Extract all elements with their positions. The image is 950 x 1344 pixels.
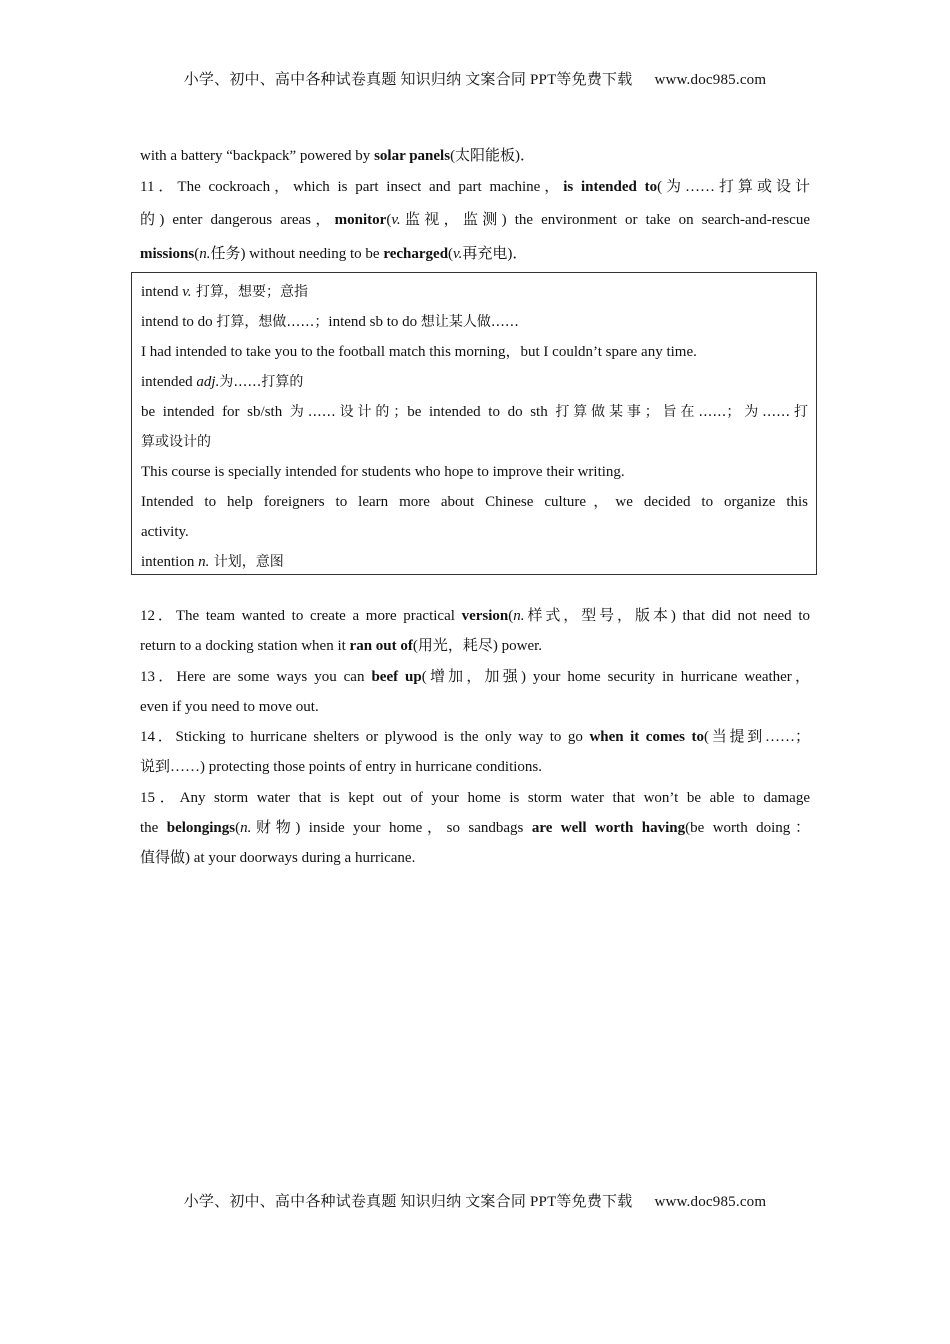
text: (太阳能板)．	[450, 148, 536, 164]
pos: adj.	[196, 374, 220, 390]
text: intend to do	[141, 314, 217, 330]
footer-text: 小学、初中、高中各种试卷真题 知识归纳 文案合同 PPT等免费下载	[183, 1194, 633, 1210]
box-row-intend-to-do	[141, 307, 808, 337]
text: with a battery “backpack” powered by	[140, 148, 375, 164]
header-text: 小学、初中、高中各种试卷真题 知识归纳 文案合同 PPT等免费下载	[183, 72, 633, 88]
text: be intended to do sth	[407, 404, 556, 420]
keyword: are well worth having	[531, 820, 686, 837]
text: 12．The team wanted to create a more practical	[140, 608, 462, 624]
pos: v.	[453, 246, 463, 262]
text: (当提到……；	[703, 729, 810, 746]
text: 13．Here are some ways you can	[140, 668, 372, 685]
text: 监视，监测) the environment or take on search-and-rescue	[400, 212, 810, 228]
item-15-line3: 值得做) at your doorways during a hurricane.	[140, 850, 416, 867]
item-14-line2: 说到……) protecting those points of entry in hurricane conditions.	[140, 759, 543, 776]
text: 样式，型号，版本) that did not need to	[524, 608, 810, 624]
item-13-line1	[140, 662, 810, 692]
page-header	[0, 68, 950, 89]
text: (增加，加强) your home security in hurricane weather，	[421, 668, 811, 685]
text: 再充电)．	[462, 246, 528, 262]
text: intention	[141, 554, 199, 570]
box-row-example-3-cont: activity.	[141, 524, 189, 540]
keyword: monitor	[334, 212, 387, 228]
item-15-line1: 15．Any storm water that is kept out of your home is storm water that won’t be able to damage	[140, 789, 810, 806]
text: 打算，想要；意指	[191, 284, 308, 300]
text: return to a docking station when it	[140, 638, 350, 655]
item-12-line1	[140, 601, 810, 631]
items-section	[140, 601, 810, 874]
text: 11．The cockroach，which is part insect and part machine，	[140, 179, 564, 195]
pos: n.	[240, 820, 252, 837]
item-13-line2: even if you need to move out.	[140, 698, 319, 715]
box-row-be-intended-cont	[141, 427, 808, 457]
keyword: solar panels	[374, 148, 451, 164]
item-11-line1	[140, 172, 810, 203]
pos: v.	[391, 212, 401, 228]
item-14-line1	[140, 722, 810, 752]
text: intend sb to do	[328, 314, 421, 330]
text: 为……打算的	[219, 374, 304, 390]
pos: n.	[198, 554, 210, 570]
item-11-line3	[140, 237, 810, 271]
box-row-example-2: This course is specially intended for students who hope to improve their writing.	[141, 464, 625, 480]
text: (	[194, 246, 200, 262]
keyword: beef up	[371, 668, 422, 685]
text: 算或设计的	[141, 434, 211, 450]
text: 打算做某事；旨在……；为……打	[555, 404, 809, 420]
box-row-intended	[141, 367, 808, 397]
text: 想让某人做……	[420, 314, 519, 330]
text: intended	[141, 374, 197, 390]
item-11-line2	[140, 203, 810, 237]
box-row-be-intended	[141, 397, 808, 427]
item-15-line2	[140, 813, 810, 843]
box-row-example-1: I had intended to take you to the football match this morning，but I couldn’t spare any time.	[141, 344, 697, 360]
text: (	[386, 212, 392, 228]
text: 任务) without needing to be	[210, 246, 384, 262]
text: (	[508, 608, 514, 624]
keyword: belongings	[166, 820, 236, 837]
text: the	[140, 820, 167, 837]
box-row-intend	[141, 277, 808, 307]
line-battery	[140, 141, 810, 172]
keyword: ran out of	[349, 638, 413, 655]
keyword: missions	[140, 246, 195, 262]
pos: n.	[199, 246, 211, 262]
text: intend	[141, 284, 183, 300]
intro-section	[140, 141, 810, 271]
text: (用光，耗尽) power.	[412, 638, 543, 655]
text: (be worth doing：	[685, 820, 810, 837]
box-row-intention	[141, 547, 808, 577]
text: 计划，意图	[209, 554, 284, 570]
keyword: is intended to	[563, 179, 658, 195]
page-footer	[0, 1190, 950, 1211]
text: 14．Sticking to hurricane shelters or plywood is the only way to go	[140, 729, 590, 746]
vocabulary-box	[131, 272, 817, 575]
item-12-line2	[140, 631, 810, 661]
text: 打算，想做……；	[216, 314, 329, 330]
keyword: recharged	[383, 246, 449, 262]
text: (	[235, 820, 241, 837]
text: (	[448, 246, 454, 262]
footer-url[interactable]: www.doc985.com	[654, 1194, 767, 1210]
keyword: when it comes to	[589, 729, 704, 746]
text: (为……打算或设计	[657, 179, 810, 195]
box-row-example-3: Intended to help foreigners to learn more about Chinese culture，we decided to organize this	[141, 494, 808, 510]
pos: n.	[513, 608, 525, 624]
text: 为……设计的；	[289, 404, 408, 420]
text: 的) enter dangerous areas，	[140, 212, 335, 228]
text: be intended for sb/sth	[141, 404, 290, 420]
text: 财物) inside your home，so sandbags	[251, 820, 532, 837]
header-url[interactable]: www.doc985.com	[654, 72, 767, 88]
pos: v.	[182, 284, 192, 300]
keyword: version	[461, 608, 509, 624]
